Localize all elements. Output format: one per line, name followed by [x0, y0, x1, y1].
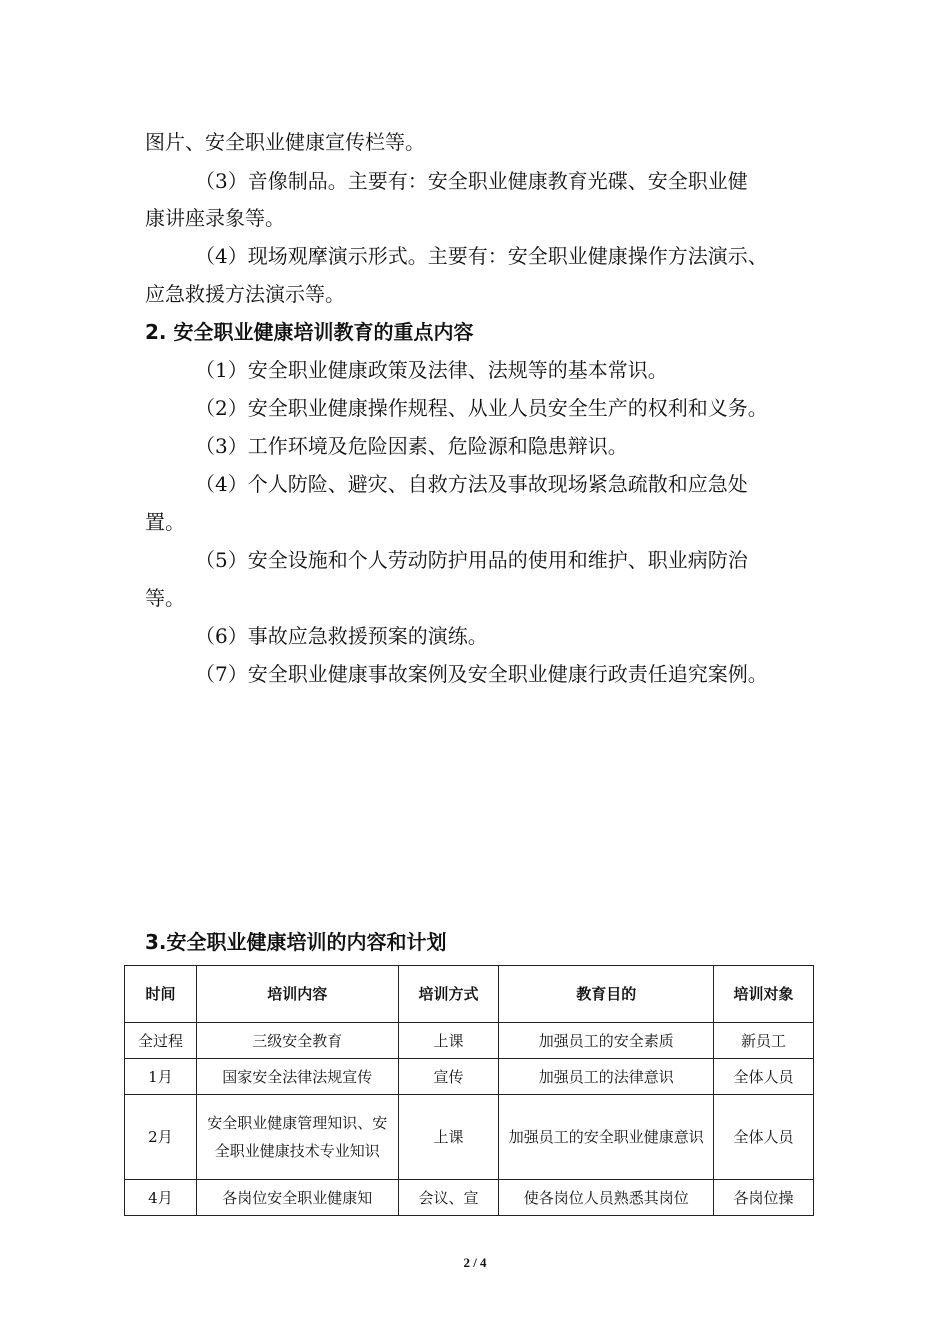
header-content: 培训内容 [196, 966, 398, 1023]
paragraph-line: （3）工作环境及危险因素、危险源和隐患辩识。 [195, 434, 628, 458]
cell-method: 会议、宣 [398, 1180, 499, 1216]
table-row [125, 1023, 814, 1059]
cell-purpose: 加强员工的安全素质 [499, 1023, 714, 1059]
paragraph-line: （3）音像制品。主要有：安全职业健康教育光碟、安全职业健 [195, 169, 748, 193]
cell-method: 上课 [398, 1023, 499, 1059]
table-row [125, 1059, 814, 1095]
cell-target: 全体人员 [714, 1059, 814, 1095]
cell-method: 宣传 [398, 1059, 499, 1095]
paragraph-line: 等。 [145, 586, 185, 610]
paragraph-line: （4）个人防险、避灾、自救方法及事故现场紧急疏散和应急处 [195, 472, 748, 496]
header-time: 时间 [125, 966, 197, 1023]
section-heading: 2. 安全职业健康培训教育的重点内容 [145, 320, 474, 344]
training-plan-table [124, 965, 814, 1216]
cell-method: 上课 [398, 1095, 499, 1180]
cell-target: 新员工 [714, 1023, 814, 1059]
header-purpose: 教育目的 [499, 966, 714, 1023]
cell-time: 全过程 [125, 1023, 197, 1059]
paragraph-line: （4）现场观摩演示形式。主要有：安全职业健康操作方法演示、 [195, 244, 768, 268]
paragraph-line: 图片、安全职业健康宣传栏等。 [145, 130, 425, 154]
cell-purpose: 加强员工的法律意识 [499, 1059, 714, 1095]
table-row [125, 1180, 814, 1216]
paragraph-line: 置。 [145, 510, 185, 534]
table-row [125, 1095, 814, 1180]
header-method: 培训方式 [398, 966, 499, 1023]
cell-time: 2月 [125, 1095, 197, 1180]
table-title: 3.安全职业健康培训的内容和计划 [145, 930, 447, 954]
table-header-row [125, 966, 814, 1023]
cell-target: 各岗位操 [714, 1180, 814, 1216]
paragraph-line: （7）安全职业健康事故案例及安全职业健康行政责任追究案例。 [195, 662, 768, 686]
cell-content: 三级安全教育 [196, 1023, 398, 1059]
cell-content: 安全职业健康管理知识、安全职业健康技术专业知识 [196, 1095, 398, 1180]
paragraph-line: （1）安全职业健康政策及法律、法规等的基本常识。 [195, 358, 668, 382]
paragraph-line: （2）安全职业健康操作规程、从业人员安全生产的权利和义务。 [195, 396, 768, 420]
paragraph-line: 康讲座录象等。 [145, 206, 285, 230]
cell-target: 全体人员 [714, 1095, 814, 1180]
paragraph-line: （6）事故应急救援预案的演练。 [195, 624, 488, 648]
paragraph-line: （5）安全设施和个人劳动防护用品的使用和维护、职业病防治 [195, 548, 748, 572]
cell-content: 各岗位安全职业健康知 [196, 1180, 398, 1216]
cell-time: 1月 [125, 1059, 197, 1095]
cell-purpose: 加强员工的安全职业健康意识 [499, 1095, 714, 1180]
cell-content: 国家安全法律法规宣传 [196, 1059, 398, 1095]
paragraph-line: 应急救援方法演示等。 [145, 282, 345, 306]
page-number: 2 / 4 [463, 1255, 487, 1270]
cell-time: 4月 [125, 1180, 197, 1216]
header-target: 培训对象 [714, 966, 814, 1023]
cell-purpose: 使各岗位人员熟悉其岗位 [499, 1180, 714, 1216]
